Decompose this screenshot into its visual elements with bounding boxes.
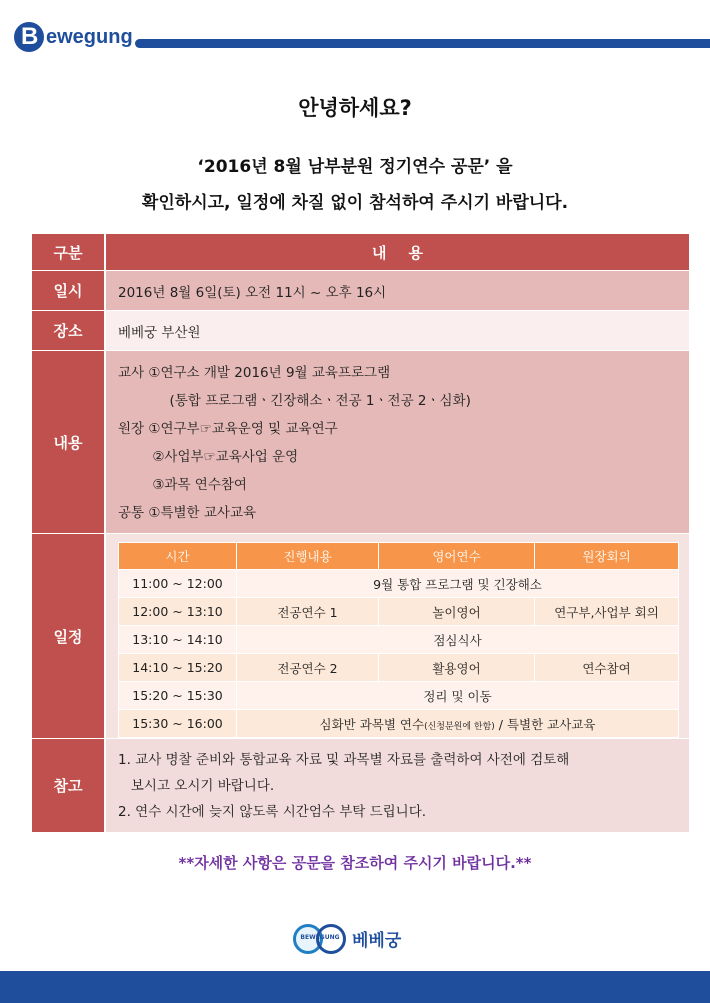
schedule-merged: 정리 및 이동 <box>237 682 679 710</box>
logo-letter: B <box>21 23 39 50</box>
schedule-row <box>119 654 679 682</box>
note-line: 보시고 오시기 바랍니다. <box>118 778 275 794</box>
content-line: (통합 프로그램ㆍ긴장해소ㆍ전공 1ㆍ전공 2ㆍ심화) <box>118 393 471 409</box>
schedule-row <box>119 570 679 598</box>
schedule-header-row <box>119 543 679 570</box>
content-line: 원장 ①연구부☞교육운영 및 교육연구 <box>118 421 338 437</box>
schedule-row <box>119 626 679 654</box>
schedule-merged-b: / 특별한 교사교육 <box>494 716 596 732</box>
place-label: 장소 <box>32 311 104 351</box>
schedule-cell <box>104 534 689 739</box>
message-line-2: 확인하시고, 일정에 차질 없이 참석하여 주시기 바랍니다. <box>141 193 569 213</box>
date-label: 일시 <box>32 271 104 311</box>
footer-bar <box>0 971 710 1003</box>
footer-note: **자세한 사항은 공문을 참조하여 주시기 바랍니다.** <box>178 854 532 872</box>
schedule-time: 15:30 ~ 16:00 <box>119 710 237 738</box>
content-cell <box>104 351 689 534</box>
footer-logo-small-text: BEWEGUNG <box>300 934 340 941</box>
schedule-header: 시간 <box>119 543 237 570</box>
schedule-cell: 연구부,사업부 회의 <box>535 598 679 626</box>
schedule-time: 14:10 ~ 15:20 <box>119 654 237 682</box>
schedule-cell: 놀이영어 <box>379 598 535 626</box>
schedule-header: 영어연수 <box>379 543 535 570</box>
schedule-table <box>118 542 679 738</box>
schedule-cell: 연수참여 <box>535 654 679 682</box>
content-line: ③과목 연수참여 <box>118 477 247 493</box>
schedule-merged: 9월 통합 프로그램 및 긴장해소 <box>237 570 679 598</box>
schedule-row <box>119 598 679 626</box>
schedule-header: 진행내용 <box>237 543 379 570</box>
note-cell <box>104 739 689 833</box>
schedule-time: 12:00 ~ 13:10 <box>119 598 237 626</box>
content-line: ②사업부☞교육사업 운영 <box>118 449 299 465</box>
content-line: 교사 ①연구소 개발 2016년 9월 교육프로그램 <box>118 365 391 381</box>
schedule-time: 11:00 ~ 12:00 <box>119 570 237 598</box>
header-bar <box>135 39 710 48</box>
schedule-merged-small: (신청분원에 한함) <box>424 721 495 732</box>
schedule-label: 일정 <box>32 534 104 739</box>
schedule-row <box>119 710 679 738</box>
schedule-time: 13:10 ~ 14:10 <box>119 626 237 654</box>
header-label: 구분 <box>32 234 104 271</box>
note-label: 참고 <box>32 739 104 833</box>
schedule-row <box>119 682 679 710</box>
schedule-cell: 전공연수 1 <box>237 598 379 626</box>
content-label: 내용 <box>32 351 104 534</box>
note-line: 1. 교사 명찰 준비와 통합교육 자료 및 과목별 자료를 출력하여 사전에 검토해 <box>118 752 570 768</box>
schedule-merged-a: 심화반 과목별 연수 <box>319 716 425 732</box>
place-value: 베베궁 부산원 <box>104 311 689 351</box>
schedule-merged: 점심식사 <box>237 626 679 654</box>
footer-logo-text: 베베궁 <box>352 931 402 951</box>
schedule-time: 15:20 ~ 15:30 <box>119 682 237 710</box>
header-content: 내용 <box>104 234 689 271</box>
logo-word: ewegung <box>46 26 133 48</box>
date-value: 2016년 8월 6일(토) 오전 11시 ~ 오후 16시 <box>104 271 689 311</box>
message-line-1: ‘2016년 8월 남부분원 정기연수 공문’ 을 <box>197 157 513 177</box>
note-line: 2. 연수 시간에 늦지 않도록 시간엄수 부탁 드립니다. <box>118 804 427 820</box>
schedule-header: 원장회의 <box>535 543 679 570</box>
greeting: 안녕하세요? <box>298 96 412 120</box>
schedule-cell: 활용영어 <box>379 654 535 682</box>
content-line: 공통 ①특별한 교사교육 <box>118 505 257 521</box>
schedule-merged <box>237 710 679 738</box>
schedule-cell: 전공연수 2 <box>237 654 379 682</box>
